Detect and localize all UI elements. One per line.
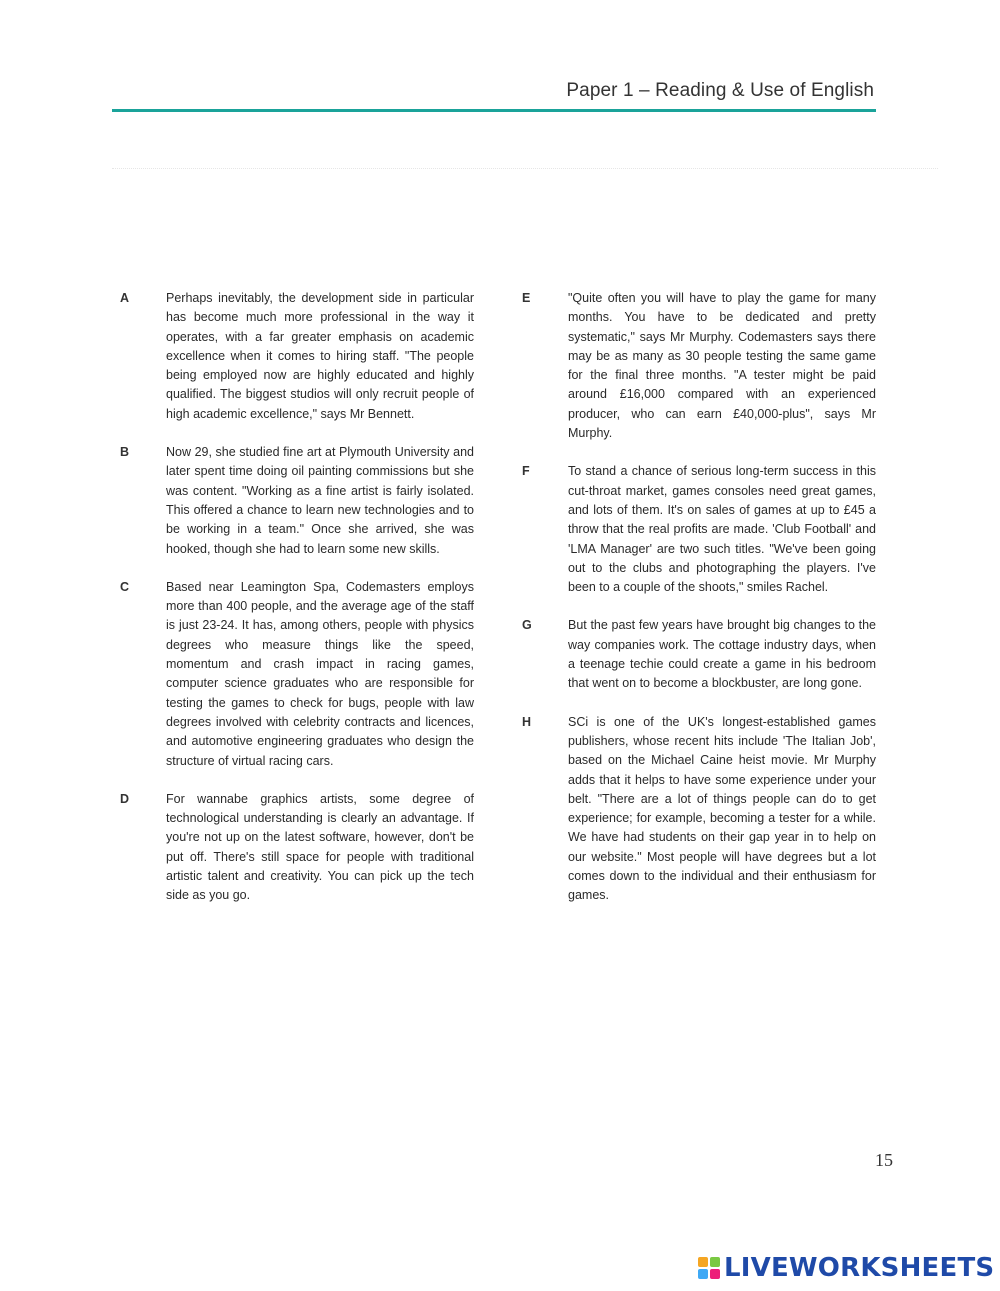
logo-square — [698, 1269, 708, 1279]
paragraph-letter: H — [522, 714, 532, 729]
header-rule — [112, 109, 876, 112]
logo-square — [710, 1257, 720, 1267]
divider — [112, 168, 938, 169]
page-header-title: Paper 1 – Reading & Use of English — [566, 80, 874, 101]
paragraph-c — [120, 578, 474, 771]
logo-icon — [698, 1257, 720, 1279]
paragraph-a — [120, 289, 474, 424]
paragraph-text: To stand a chance of serious long-term success in this cut-throat market, games consoles need great games, and lots of them. It's on sales of games at up to £45 a throw that the real profits are made. 'Club Football' and 'LMA Manager' are two such titles. "We've been going out to the clubs and photographing the players. I've been to a couple of the shoots," smiles Rachel. — [568, 464, 876, 595]
logo-square — [710, 1269, 720, 1279]
paragraph-text: For wannabe graphics artists, some degree of technological understanding is clearly an advantage. If you're not up on the latest software, however, don't be put off. There's still space for people with traditional artistic talent and creativity. You can pick up the tech side as you go. — [166, 791, 474, 903]
paragraph-h — [522, 713, 876, 906]
paragraph-d — [120, 790, 474, 906]
paragraph-letter: E — [522, 291, 531, 305]
paragraph-letter: G — [522, 618, 532, 633]
paragraph-text: "Quite often you will have to play the game for many months. You have to be dedicated and pretty systematic," says Mr Murphy. Codemasters says there may be as many as 30 people testing the same game for the final three months. "A tester might be paid around £16,000 compared with an experienced producer, who can earn £40,000-plus", says Mr Murphy. — [568, 291, 876, 441]
paragraph-g — [522, 616, 876, 693]
paragraph-letter: F — [522, 464, 530, 479]
paragraph-text: Now 29, she studied fine art at Plymouth University and later spent time doing oil painting commissions but she was content. "Working as a fine artist is fairly isolated. This offered a chance to learn new technologies and to be working in a team." Once she arrived, she was hooked, though she had to learn some new skills. — [166, 445, 474, 556]
logo-text: LIVEWORKSHEETS — [724, 1253, 995, 1283]
paragraph-text: Based near Leamington Spa, Codemasters employs more than 400 people, and the average age of the staff is just 23-24. It has, among others, people with physics degrees who measure things like the speed, momentum and crash impact in racing games, computer science graduates who are responsible for testing the games to check for bugs, people with law degrees involved with celebrity contracts and licences, and automotive engineering graduates who design the structure of virtual racing cars. — [166, 579, 474, 768]
paragraph-letter: B — [120, 445, 130, 460]
paragraph-b — [120, 443, 474, 559]
paragraph-text: But the past few years have brought big changes to the way companies work. The cottage industry days, when a teenage techie could create a game in his bedroom that went on to become a blockbuster, are long gone. — [568, 618, 876, 691]
paragraph-text: SCi is one of the UK's longest-established games publishers, whose recent hits include 'The Italian Job', based on the Michael Caine heist movie. Mr Murphy adds that it helps to have some experience under your belt. "There are a lot of things people can do to get experience; for example, becoming a tester for a while. We have had students on their gap year in to help on our website." Most people will have degrees but a lot comes down to the individual and their enthusiasm for games. — [568, 714, 876, 903]
left-column — [120, 289, 474, 925]
paragraph-f — [522, 462, 876, 597]
logo-square — [698, 1257, 708, 1267]
paragraph-letter: D — [120, 791, 130, 806]
paragraph-letter: A — [120, 291, 130, 305]
right-column — [522, 289, 876, 925]
page-number: 15 — [875, 1150, 893, 1170]
liveworksheets-logo[interactable] — [698, 1253, 994, 1283]
paragraph-text: Perhaps inevitably, the development side in particular has become much more professional in the way it operates, with a far greater emphasis on academic excellence when it comes to hiring staff. "The people being employed now are highly educated and highly qualified. The biggest studios will only recruit people of high academic excellence," says Mr Bennett. — [166, 291, 474, 421]
paragraph-e — [522, 289, 876, 443]
paragraph-letter: C — [120, 579, 130, 594]
